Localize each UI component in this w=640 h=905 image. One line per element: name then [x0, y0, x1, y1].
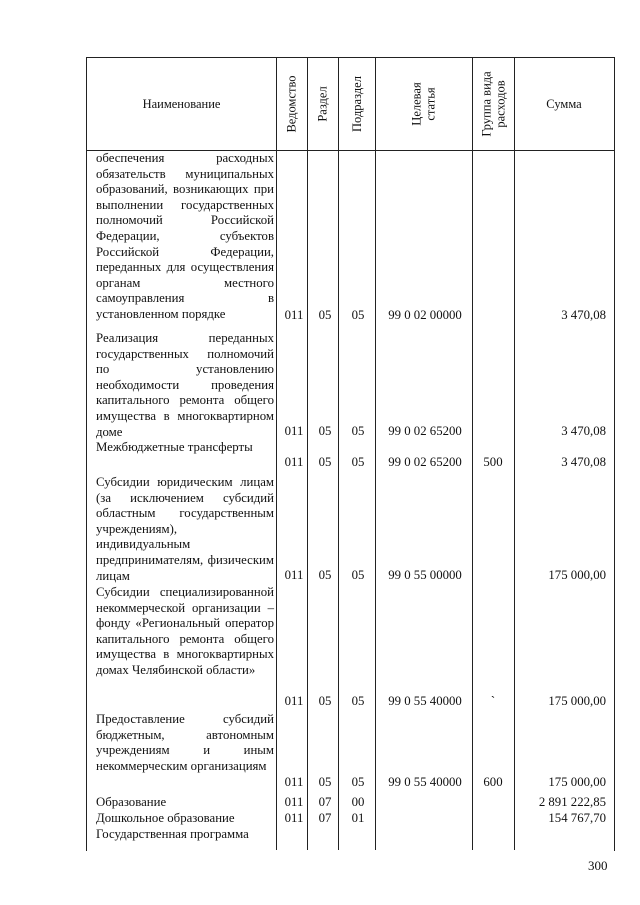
header-summa-label: Сумма — [546, 97, 582, 111]
column-divider — [472, 57, 473, 850]
row-vedomstvo: 011 — [284, 775, 304, 789]
row-razdel: 05 — [318, 775, 332, 789]
row-podrazdel: 05 — [351, 694, 365, 708]
row-name: Реализация переданных государственных полномочий по установлению необходимости проведения капитального ремонта общего имущества в многоквартирном доме — [96, 331, 274, 439]
row-podrazdel: 05 — [351, 308, 365, 322]
row-podrazdel: 05 — [351, 455, 365, 469]
header-name — [87, 58, 276, 150]
row-vedomstvo: 011 — [284, 455, 304, 469]
row-razdel: 05 — [318, 424, 332, 438]
row-summa: 175 000,00 — [548, 568, 606, 582]
row-tselevaya: 99 0 55 40000 — [388, 775, 462, 789]
row-podrazdel: 05 — [351, 424, 365, 438]
header-vedomstvo-label: Ведомство — [285, 75, 299, 133]
row-podrazdel: 05 — [351, 568, 365, 582]
row-summa: 175 000,00 — [548, 694, 606, 708]
row-tselevaya: 99 0 55 40000 — [388, 694, 462, 708]
header-tselevaya-label — [410, 82, 438, 125]
header-razdel — [308, 58, 338, 150]
row-vedomstvo: 011 — [284, 308, 304, 322]
row-summa: 3 470,08 — [561, 308, 606, 322]
header-gruppa-line2: расходов — [493, 80, 508, 128]
header-tselevaya-line1: Целевая — [410, 82, 424, 126]
column-divider — [514, 57, 515, 850]
row-name: Межбюджетные трансферты — [96, 440, 253, 454]
row-summa: 154 767,70 — [548, 811, 606, 825]
header-podrazdel-label: Подраздел — [350, 76, 364, 132]
header-razdel-label: Раздел — [316, 86, 331, 122]
row-name: Государственная программа — [96, 827, 249, 841]
row-tselevaya: 99 0 02 00000 — [388, 308, 462, 322]
row-razdel: 05 — [318, 568, 332, 582]
header-gruppa-label — [480, 71, 508, 136]
header-vedomstvo — [277, 58, 307, 150]
row-razdel: 05 — [318, 308, 332, 322]
column-divider — [375, 57, 376, 850]
row-tselevaya: 99 0 02 65200 — [388, 424, 462, 438]
row-name: Предоставление субсидий бюджетным, автономным учреждениям и иным некоммерческим организациям — [96, 712, 274, 773]
row-vedomstvo: 011 — [284, 568, 304, 582]
row-name: Субсидии специализированной некоммерческой организации – фонду «Региональный оператор капитального ремонта общего имущества в многоквартирных домах Челябинской области» — [96, 585, 274, 677]
row-gruppa: 500 — [483, 455, 503, 469]
row-razdel: 07 — [318, 811, 332, 825]
row-name: Субсидии юридическим лицам (за исключением субсидий областным государственным учреждениям), индивидуальным предпринимателям, физическим лицам — [96, 475, 274, 583]
row-gruppa: ` — [490, 694, 496, 708]
header-gruppa-line1: Группа вида — [479, 71, 494, 137]
row-tselevaya: 99 0 02 65200 — [388, 455, 462, 469]
header-summa — [515, 58, 613, 150]
row-summa: 2 891 222,85 — [538, 795, 606, 809]
row-podrazdel: 05 — [351, 775, 365, 789]
column-divider — [338, 57, 339, 850]
row-vedomstvo: 011 — [284, 795, 304, 809]
row-podrazdel: 00 — [351, 795, 365, 809]
row-gruppa: 600 — [483, 775, 503, 789]
header-tselevaya — [376, 58, 472, 150]
page-number: 300 — [588, 858, 608, 873]
row-vedomstvo: 011 — [284, 811, 304, 825]
row-name: обеспечения расходных обязательств муниципальных образований, возникающих при выполнении государственных полномочий Российской Федерации, субъектов Российской Федерации, переданных для осуществления органам местного самоуправления в установленном порядке — [96, 151, 274, 321]
row-podrazdel: 01 — [351, 811, 365, 825]
row-vedomstvo: 011 — [284, 694, 304, 708]
row-razdel: 07 — [318, 795, 332, 809]
row-vedomstvo: 011 — [284, 424, 304, 438]
header-tselevaya-line2: статья — [424, 87, 438, 121]
row-name: Дошкольное образование — [96, 811, 235, 825]
header-name-label: Наименование — [142, 97, 221, 111]
header-gruppa — [473, 58, 514, 150]
row-name: Образование — [96, 795, 167, 809]
column-divider — [307, 57, 308, 850]
row-tselevaya: 99 0 55 00000 — [388, 568, 462, 582]
row-summa: 3 470,08 — [561, 455, 606, 469]
row-summa: 175 000,00 — [548, 775, 606, 789]
row-razdel: 05 — [318, 455, 332, 469]
row-razdel: 05 — [318, 694, 332, 708]
row-summa: 3 470,08 — [561, 424, 606, 438]
column-divider — [276, 57, 277, 850]
header-podrazdel — [339, 58, 375, 150]
